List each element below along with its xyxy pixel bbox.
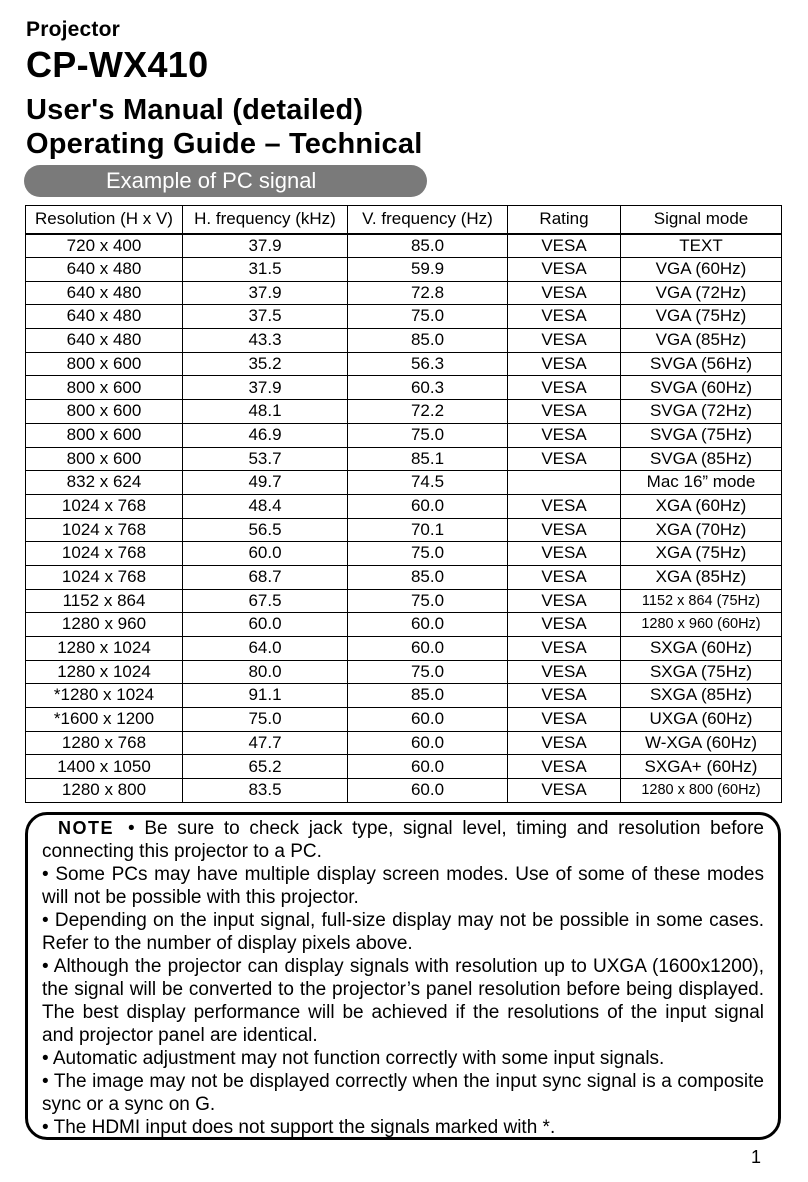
- table-cell: VESA: [508, 708, 621, 732]
- table-cell: 67.5: [183, 589, 348, 613]
- table-cell: 49.7: [183, 471, 348, 495]
- table-row: [26, 779, 782, 803]
- note-item: • Some PCs may have multiple display screen modes. Use of some of these modes will not be possible with this projector.: [42, 864, 764, 908]
- table-body: [26, 234, 782, 803]
- table-cell: VESA: [508, 352, 621, 376]
- table-cell: 91.1: [183, 684, 348, 708]
- table-cell: 60.0: [348, 755, 508, 779]
- table-cell: VESA: [508, 494, 621, 518]
- table-cell: VESA: [508, 281, 621, 305]
- table-cell: 75.0: [348, 423, 508, 447]
- note-box: [25, 812, 781, 1140]
- table-cell: VESA: [508, 518, 621, 542]
- table-cell: 46.9: [183, 423, 348, 447]
- table-cell: 1280 x 1024: [26, 660, 183, 684]
- table-row: [26, 494, 782, 518]
- table-cell: VESA: [508, 589, 621, 613]
- table-row: [26, 471, 782, 495]
- table-cell: 800 x 600: [26, 400, 183, 424]
- table-cell: 1280 x 1024: [26, 637, 183, 661]
- table-row: [26, 258, 782, 282]
- table-cell: W-XGA (60Hz): [621, 731, 782, 755]
- table-row: [26, 400, 782, 424]
- table-cell: 85.0: [348, 684, 508, 708]
- table-cell: 60.3: [348, 376, 508, 400]
- table-cell: 68.7: [183, 565, 348, 589]
- note-label: NOTE: [58, 818, 115, 838]
- table-cell: VESA: [508, 258, 621, 282]
- table-row: [26, 589, 782, 613]
- table-header-row: [26, 206, 782, 234]
- table-cell: 72.2: [348, 400, 508, 424]
- table-cell: 85.0: [348, 234, 508, 258]
- table-row: [26, 755, 782, 779]
- table-cell: 75.0: [348, 305, 508, 329]
- table-cell: 60.0: [348, 637, 508, 661]
- table-cell: 70.1: [348, 518, 508, 542]
- table-cell: VESA: [508, 400, 621, 424]
- table-cell: VGA (85Hz): [621, 329, 782, 353]
- table-row: [26, 329, 782, 353]
- table-cell: VGA (75Hz): [621, 305, 782, 329]
- table-cell: XGA (70Hz): [621, 518, 782, 542]
- table-cell: 1280 x 800: [26, 779, 183, 803]
- table-cell: SVGA (56Hz): [621, 352, 782, 376]
- table-cell: VESA: [508, 731, 621, 755]
- table-cell: SXGA+ (60Hz): [621, 755, 782, 779]
- document-header: [26, 16, 422, 161]
- note-item: • Automatic adjustment may not function correctly with some input signals.: [42, 1048, 665, 1069]
- table-cell: 832 x 624: [26, 471, 183, 495]
- guide-title: Operating Guide – Technical: [26, 128, 423, 160]
- table-row: [26, 281, 782, 305]
- table-cell: XGA (75Hz): [621, 542, 782, 566]
- model-name: CP-WX410: [26, 44, 209, 85]
- table-cell: 800 x 600: [26, 447, 183, 471]
- table-cell: VGA (60Hz): [621, 258, 782, 282]
- table-cell: SXGA (85Hz): [621, 684, 782, 708]
- table-cell: VESA: [508, 779, 621, 803]
- table-cell: 640 x 480: [26, 281, 183, 305]
- table-cell: 80.0: [183, 660, 348, 684]
- table-cell: 800 x 600: [26, 376, 183, 400]
- column-header: H. frequency (kHz): [183, 206, 348, 234]
- table-cell: 720 x 400: [26, 234, 183, 258]
- table-cell: *1600 x 1200: [26, 708, 183, 732]
- table-cell: VESA: [508, 684, 621, 708]
- table-cell: VESA: [508, 376, 621, 400]
- table-cell: 640 x 480: [26, 305, 183, 329]
- column-header: Rating: [508, 206, 621, 234]
- table-cell: VESA: [508, 660, 621, 684]
- table-cell: 64.0: [183, 637, 348, 661]
- table-cell: VESA: [508, 234, 621, 258]
- table-cell: 75.0: [348, 589, 508, 613]
- table-cell: XGA (60Hz): [621, 494, 782, 518]
- table-cell: 1280 x 800 (60Hz): [621, 779, 782, 803]
- column-header: Signal mode: [621, 206, 782, 234]
- section-title-pill: Example of PC signal: [24, 165, 427, 197]
- table-cell: 60.0: [183, 542, 348, 566]
- table-cell: 640 x 480: [26, 258, 183, 282]
- table-cell: 37.9: [183, 281, 348, 305]
- table-cell: 75.0: [348, 542, 508, 566]
- table-cell: 60.0: [183, 613, 348, 637]
- table-cell: 43.3: [183, 329, 348, 353]
- table-cell: VGA (72Hz): [621, 281, 782, 305]
- table-cell: 1152 x 864 (75Hz): [621, 589, 782, 613]
- table-cell: 60.0: [348, 494, 508, 518]
- table-row: [26, 637, 782, 661]
- note-item: • The image may not be displayed correctly when the input sync signal is a composite sync or a sync on G.: [42, 1071, 764, 1115]
- table-row: [26, 613, 782, 637]
- table-cell: 60.0: [348, 613, 508, 637]
- table-cell: 37.9: [183, 376, 348, 400]
- table-cell: XGA (85Hz): [621, 565, 782, 589]
- table-cell: 1024 x 768: [26, 565, 183, 589]
- table-cell: VESA: [508, 565, 621, 589]
- table-row: [26, 423, 782, 447]
- table-cell: [508, 471, 621, 495]
- table-cell: 1024 x 768: [26, 518, 183, 542]
- column-header: V. frequency (Hz): [348, 206, 508, 234]
- table-cell: 83.5: [183, 779, 348, 803]
- table-cell: 1280 x 960: [26, 613, 183, 637]
- table-cell: 35.2: [183, 352, 348, 376]
- table-cell: 47.7: [183, 731, 348, 755]
- table-cell: VESA: [508, 447, 621, 471]
- table-cell: SVGA (72Hz): [621, 400, 782, 424]
- table-cell: 85.0: [348, 329, 508, 353]
- table-row: [26, 731, 782, 755]
- table-cell: 1024 x 768: [26, 494, 183, 518]
- note-item: • The HDMI input does not support the signals marked with *.: [42, 1117, 556, 1138]
- table-cell: 56.5: [183, 518, 348, 542]
- table-row: [26, 684, 782, 708]
- note-item: • Depending on the input signal, full-size display may not be possible in some cases. Refer to the number of display pixels above.: [42, 910, 764, 954]
- table-cell: 60.0: [348, 731, 508, 755]
- table-cell: 31.5: [183, 258, 348, 282]
- table-row: [26, 542, 782, 566]
- table-cell: 85.0: [348, 565, 508, 589]
- table-cell: 48.1: [183, 400, 348, 424]
- table-row: [26, 376, 782, 400]
- table-cell: 37.5: [183, 305, 348, 329]
- table-cell: 1024 x 768: [26, 542, 183, 566]
- table-cell: 640 x 480: [26, 329, 183, 353]
- note-first-paragraph: [42, 817, 764, 863]
- pc-signal-table: [25, 205, 782, 803]
- table-cell: VESA: [508, 637, 621, 661]
- table-cell: 1400 x 1050: [26, 755, 183, 779]
- table-cell: SVGA (60Hz): [621, 376, 782, 400]
- table-cell: VESA: [508, 423, 621, 447]
- table-cell: VESA: [508, 305, 621, 329]
- product-category: Projector: [26, 18, 120, 41]
- table-cell: 72.8: [348, 281, 508, 305]
- table-row: [26, 660, 782, 684]
- table-row: [26, 305, 782, 329]
- column-header: Resolution (H x V): [26, 206, 183, 234]
- table-cell: SVGA (85Hz): [621, 447, 782, 471]
- table-cell: VESA: [508, 755, 621, 779]
- table-cell: 75.0: [348, 660, 508, 684]
- table-cell: 59.9: [348, 258, 508, 282]
- table-cell: UXGA (60Hz): [621, 708, 782, 732]
- table-cell: 800 x 600: [26, 352, 183, 376]
- manual-title: User's Manual (detailed): [26, 94, 364, 126]
- table-cell: 48.4: [183, 494, 348, 518]
- table-cell: VESA: [508, 542, 621, 566]
- table-cell: *1280 x 1024: [26, 684, 183, 708]
- table-cell: 800 x 600: [26, 423, 183, 447]
- table-cell: SVGA (75Hz): [621, 423, 782, 447]
- table-row: [26, 234, 782, 258]
- table-cell: 56.3: [348, 352, 508, 376]
- table-cell: 37.9: [183, 234, 348, 258]
- table-cell: 1152 x 864: [26, 589, 183, 613]
- note-item: • Be sure to check jack type, signal level, timing and resolution before connecting this projector to a PC.: [42, 818, 764, 862]
- table-cell: 75.0: [183, 708, 348, 732]
- table-cell: VESA: [508, 613, 621, 637]
- table-cell: 60.0: [348, 708, 508, 732]
- table-cell: 53.7: [183, 447, 348, 471]
- table-row: [26, 352, 782, 376]
- table-cell: 1280 x 960 (60Hz): [621, 613, 782, 637]
- table-row: [26, 518, 782, 542]
- note-item: • Although the projector can display signals with resolution up to UXGA (1600x1200), the signal will be converted to the projector’s panel resolution before being displayed. The best display performance will be achieved if the resolutions of the input signal and projector panel are identical.: [42, 956, 764, 1046]
- table-row: [26, 447, 782, 471]
- table-row: [26, 565, 782, 589]
- table-row: [26, 708, 782, 732]
- table-cell: TEXT: [621, 234, 782, 258]
- table-cell: Mac 16” mode: [621, 471, 782, 495]
- table-cell: 85.1: [348, 447, 508, 471]
- table-cell: VESA: [508, 329, 621, 353]
- table-cell: 74.5: [348, 471, 508, 495]
- table-cell: SXGA (60Hz): [621, 637, 782, 661]
- table-cell: 1280 x 768: [26, 731, 183, 755]
- page-number: 1: [750, 1147, 761, 1167]
- table-cell: SXGA (75Hz): [621, 660, 782, 684]
- table-cell: 60.0: [348, 779, 508, 803]
- table-cell: 65.2: [183, 755, 348, 779]
